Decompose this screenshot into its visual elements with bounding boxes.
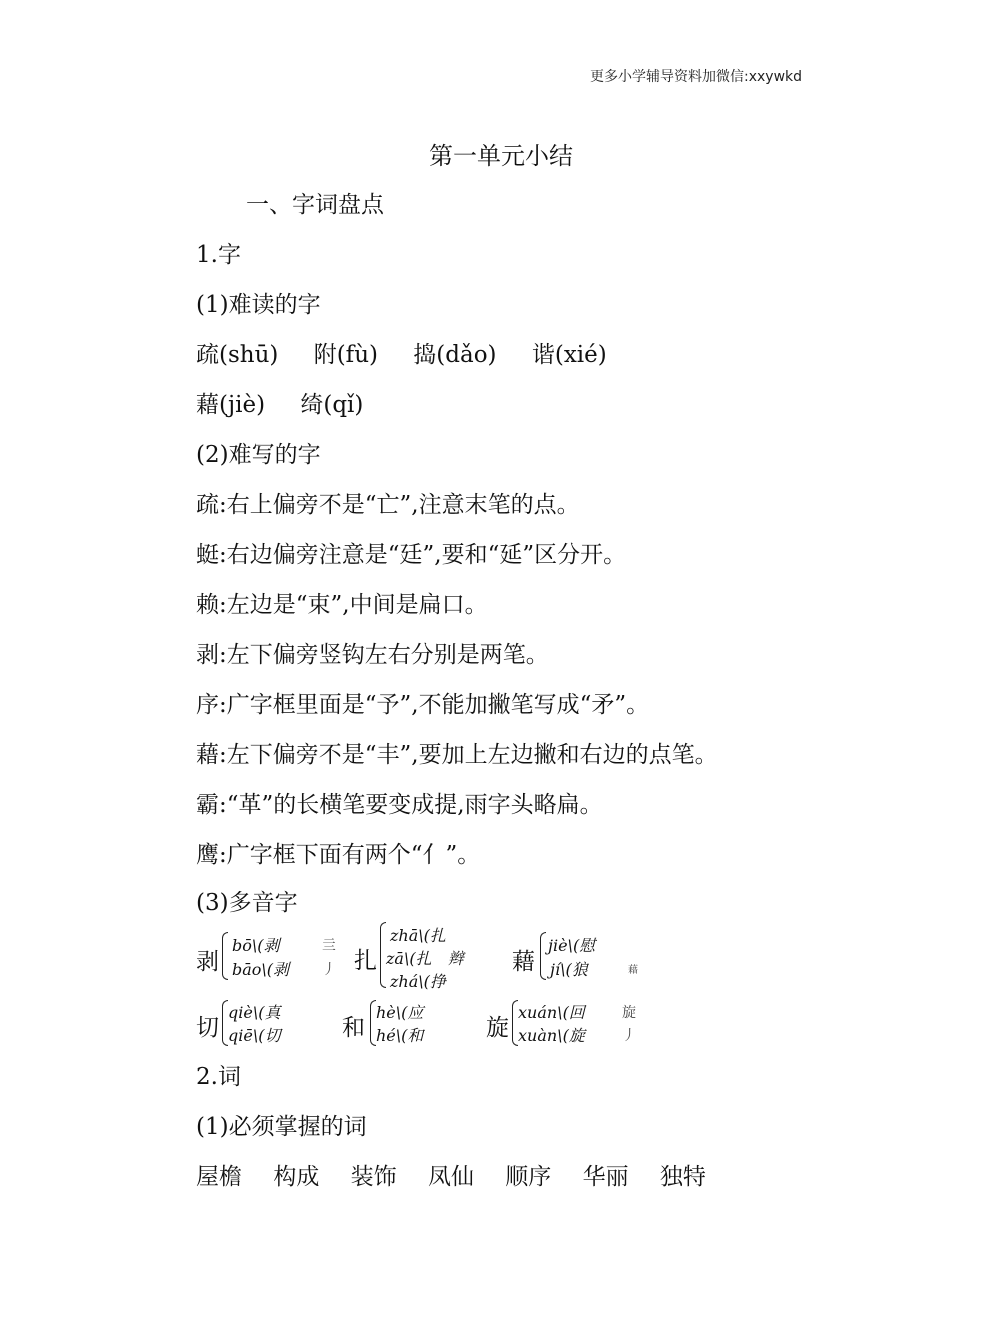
section-heading: 一、字词盘点 (246, 192, 384, 218)
reading: zā\(扎 辫 (386, 949, 464, 968)
reading: hé\(和 (376, 1026, 424, 1045)
cut-glyph: 丿 (622, 1028, 636, 1044)
reading: xuàn\(旋 (518, 1026, 585, 1045)
polyphone-char: 剥 (196, 949, 219, 975)
hard-write-line: 赖:左边是“束”,中间是扁口。 (196, 592, 488, 618)
polyphone-char: 扎 (354, 948, 377, 974)
polyphone-heading: (3)多音字 (196, 890, 298, 916)
pinyin-item: 藉(jiè) (196, 392, 266, 418)
polyphone-group-he (342, 994, 472, 1052)
reading: jiè\(慰 (548, 936, 596, 955)
must-words-heading: (1)必须掌握的词 (196, 1114, 367, 1140)
hard-write-line: 霸:“革”的长横笔要变成提,雨字头略扁。 (196, 792, 603, 818)
pinyin-row-1 (196, 336, 607, 369)
polyphone-char: 旋 (486, 1015, 509, 1041)
word-item: 构成 (273, 1164, 320, 1190)
pinyin-item: 附(fù) (313, 342, 378, 368)
reading: qiè\(真 (228, 1003, 281, 1022)
hard-write-line: 序:广字框里面是“予”,不能加撇笔写成“矛”。 (196, 692, 650, 718)
polyphone-char: 藉 (512, 949, 535, 975)
hard-write-line: 疏:右上偏旁不是“亡”,注意末笔的点。 (196, 492, 580, 518)
reading: bāo\(剥 (232, 960, 290, 979)
hard-write-heading: (2)难写的字 (196, 442, 321, 468)
hard-write-line: 剥:左下偏旁竖钩左右分别是两笔。 (196, 642, 549, 668)
polyphone-group-qie (196, 994, 326, 1052)
word-item: 装饰 (350, 1164, 397, 1190)
pinyin-row-2 (196, 386, 363, 419)
word-item: 顺序 (505, 1164, 552, 1190)
brace-icon (222, 932, 228, 980)
subheading-words: 2.词 (196, 1064, 241, 1090)
must-words-list (196, 1158, 730, 1191)
reading: bō\(剥 (232, 936, 280, 955)
pinyin-item: 捣(dǎo) (413, 342, 497, 368)
polyphone-char: 和 (342, 1015, 365, 1041)
polyphone-group-zha (354, 918, 494, 992)
reading: zhā\(扎 (390, 926, 446, 945)
pinyin-item: 绮(qǐ) (300, 392, 364, 418)
cut-glyph: 亖 (322, 938, 336, 954)
word-item: 屋檐 (196, 1164, 242, 1190)
brace-icon (540, 932, 546, 980)
polyphone-group-xuan (486, 994, 636, 1052)
cut-glyph: 丿 (322, 962, 336, 978)
reading: zhá\(挣 (390, 972, 446, 991)
reading: jí\(狼 (550, 960, 588, 979)
page-title: 第一单元小结 (429, 142, 573, 170)
subheading-characters: 1.字 (196, 242, 241, 268)
word-item: 凤仙 (427, 1164, 474, 1190)
hard-read-heading: (1)难读的字 (196, 292, 321, 318)
word-item: 独特 (659, 1164, 706, 1190)
cut-glyph: 旋 (622, 1005, 636, 1021)
hard-write-line: 藉:左下偏旁不是“丰”,要加上左边撇和右边的点笔。 (196, 742, 718, 768)
hard-write-line: 鹰:广字框下面有两个“亻”。 (196, 842, 481, 868)
reading: qiē\(切 (228, 1026, 281, 1045)
reading: hè\(应 (376, 1003, 424, 1022)
polyphone-group-bo (196, 926, 336, 984)
pinyin-item: 疏(shū) (196, 342, 279, 368)
pinyin-item: 谐(xié) (531, 342, 607, 368)
polyphone-char: 切 (196, 1015, 219, 1041)
word-item: 华丽 (582, 1164, 629, 1190)
reading: xuán\(回 (518, 1003, 585, 1022)
cut-glyph: 藉 (628, 965, 638, 976)
hard-write-line: 蜓:右边偏旁注意是“廷”,要和“延”区分开。 (196, 542, 627, 568)
polyphone-group-jie (512, 926, 636, 984)
watermark-text: 更多小学辅导资料加微信:xxywkd (590, 69, 803, 85)
